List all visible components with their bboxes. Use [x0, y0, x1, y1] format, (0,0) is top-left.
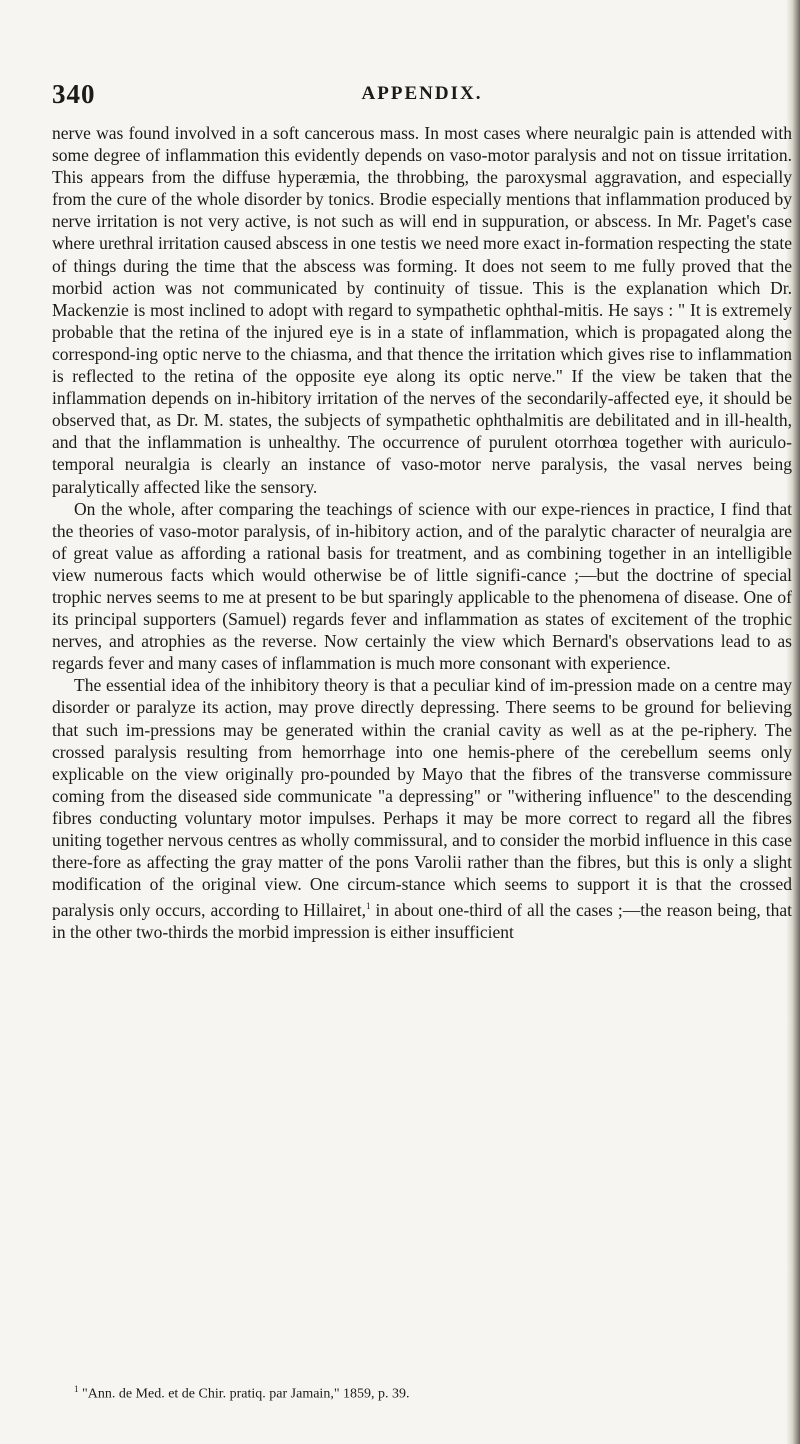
body-text: [52, 122, 792, 943]
footnote-marker: 1: [74, 1384, 79, 1394]
paragraph-3-text: The essential idea of the inhibitory theory is that a peculiar kind of im-pression made on a centre may disorder or paralyze its action, may prove directly depressing. There seems to be ground for believing that such im-pressions may be generated within the cranial cavity as well as at the pe-riphery. The crossed paralysis resulting from hemorrhage into one hemis-phere of the cerebellum seems only explicable on the view originally pro-pounded by Mayo that the fibres of the transverse commissure coming from the diseased side communicate "a depressing" or "withering influence" to the descending fibres conducting voluntary motor impulses. Perhaps it may be more correct to regard all the fibres uniting together nervous centres as wholly commissural, and to consider the morbid influence in this case there-fore as affecting the gray matter of the pons Varolii rather than the fibres, but this is only a slight modification of the original view. One circum-stance which seems to support it is that the crossed paralysis only occurs, according to Hillairet,: [52, 675, 792, 921]
running-title: APPENDIX.: [361, 83, 483, 104]
page-number: 340: [52, 79, 96, 109]
footnote-text: "Ann. de Med. et de Chir. pratiq. par Jamain," 1859, p. 39.: [78, 1386, 410, 1402]
paragraph-2-text: On the whole, after comparing the teachings of science with our expe-riences in practice, I find that the theories of vaso-motor paralysis, of in-hibitory action, and of the paralytic character of neuralgia are of great value as affording a rational basis for treatment, and as combining together in an intelligible view numerous facts which would otherwise be of little signifi-cance ;—but the doctrine of special trophic nerves seems to me at present to be but sparingly applicable to the phenomena of disease. One of its principal supporters (Samuel) regards fever and inflammation as states of excitement of the trophic nerves, and atrophies as the reverse. Now certainly the view which Bernard's observations lead to as regards fever and many cases of inflammation is much more consonant with experience.: [52, 498, 792, 674]
paragraph-3-text-continued: in about one-third of all the cases ;—the reason being, that in the other two-thirds the morbid impression is either insufficient: [52, 900, 793, 943]
paragraph-2: [52, 498, 792, 675]
paragraph-1-text: nerve was found involved in a soft cancerous mass. In most cases where neuralgic pain is attended with some degree of inflammation this evidently depends on vaso-motor paralysis and not on tissue irritation. This appears from the diffuse hyperæmia, the throbbing, the paroxysmal aggravation, and especially from the cure of the whole disorder by tonics. Brodie especially mentions that inflammation produced by nerve irritation is not very active, is not such as will end in suppuration, or abscess. In Mr. Paget's case where urethral irritation caused abscess in one testis we need more exact in-formation respecting the state of things during the time that the abscess was forming. It does not seem to me fully proved that the morbid action was not communicated by continuity of tissue. This is the explanation which Dr. Mackenzie is most inclined to adopt with regard to sympathetic ophthal-mitis. He says : " It is extremely probable that the retina of the injured eye is in a state of inflammation, which is propagated along the correspond-ing optic nerve to the chiasma, and that thence the irritation which gives rise to inflammation is reflected to the retina of the opposite eye along its optic nerve." If the view be taken that the inflammation depends on in-hibitory irritation of the nerves of the secondarily-affected eye, it should be observed that, as Dr. M. states, the subjects of sympathetic ophthalmitis are debilitated and in ill-health, and that the inflammation is unhealthy. The occurrence of purulent otorrhœa together with auriculo-temporal neuralgia is clearly an instance of vaso-motor nerve paralysis, the vasal nerves being paralytically affected like the sensory.: [52, 123, 792, 497]
paragraph-1: [52, 122, 792, 498]
footnote: [64, 1380, 764, 1404]
running-head: [52, 79, 792, 113]
footnote-reference: 1: [365, 901, 371, 912]
paragraph-3: [52, 674, 792, 943]
